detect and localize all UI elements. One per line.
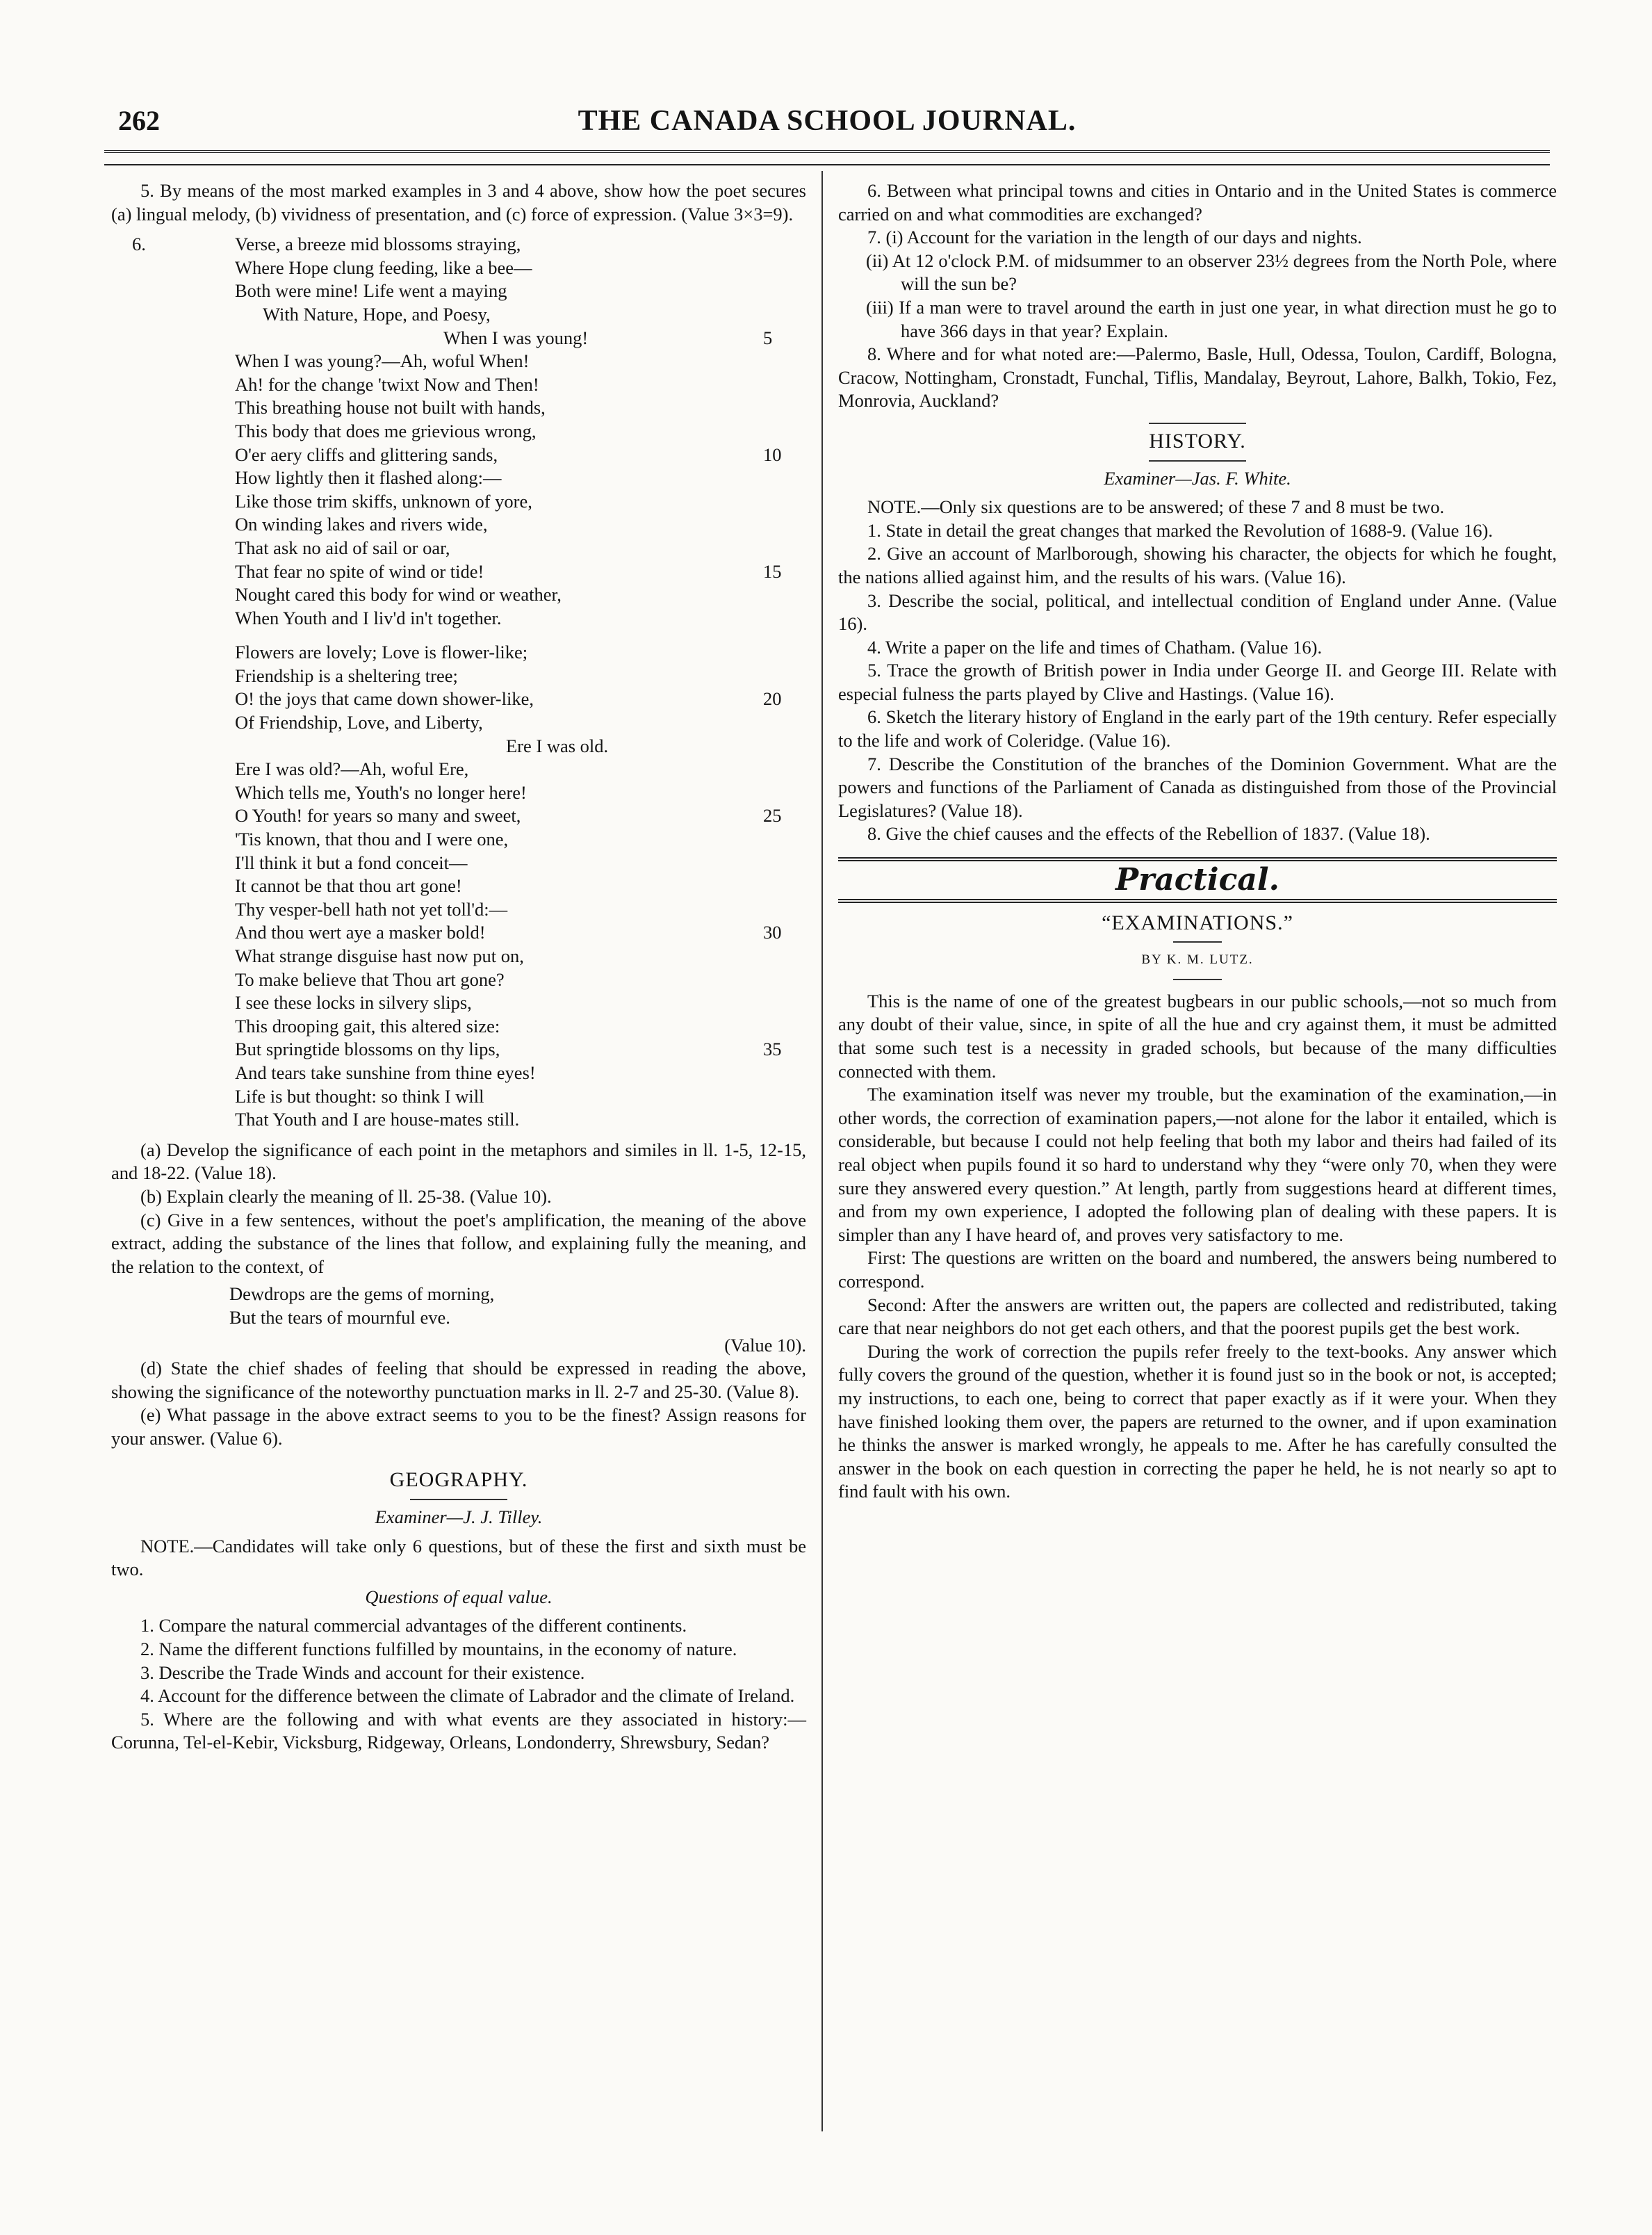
- poem-line-text: Life is but thought: so think I will: [235, 1085, 484, 1107]
- poem-line-text: Nought cared this body for wind or weather,: [235, 584, 562, 606]
- poem-line: [235, 641, 806, 665]
- question-d: (d) State the chief shades of feeling that should be expressed in reading the above, showing the significance of the noteworthy punctuation marks in ll. 2-7 and 25-30. (Value 8).: [111, 1358, 806, 1402]
- history-examiner: Examiner—Jas. F. White.: [1104, 467, 1291, 489]
- poem-line: [235, 444, 806, 467]
- question-c-value: (Value 10).: [724, 1334, 806, 1356]
- history-question: 1. State in detail the great changes that marked the Revolution of 1688-9. (Value 16).: [867, 519, 1494, 541]
- poem-line: [235, 490, 806, 514]
- header-rule-thin: [104, 164, 1550, 165]
- line-number: 30: [763, 922, 782, 943]
- poem-line-text: Like those trim skiffs, unknown of yore,: [235, 490, 532, 512]
- poem-line: [235, 396, 806, 420]
- article-paragraph: The examination itself was never my trouble, but the examination of the examination,—in other words, the correction of examination papers,—not alone for the labor it entailed, which is considerable, but because I could not help feeling that both my labor and theirs had failed of its real object when pupils found it so hard to understand why they “were only 70, when they were sure they answered every question.” At length, partly from suggestions heard at different times, and from my own experience, I adopted the following plan of dealing with these papers. It is simpler than any I have heard of, and proves very satisfactory to me.: [838, 1084, 1557, 1245]
- poem-line-text: This body that does me grievious wrong,: [235, 420, 537, 441]
- geography-questions: [111, 1614, 806, 1755]
- question-b: (b) Explain clearly the meaning of ll. 25-38. (Value 10).: [140, 1185, 552, 1207]
- poem-extract: [111, 233, 806, 1132]
- quoted-lines: [229, 1283, 806, 1329]
- page-header: [104, 104, 1550, 146]
- poem-line-text: That ask no aid of sail or oar,: [235, 537, 450, 558]
- history-question: 6. Sketch the literary history of England in the early part of the 19th century. Refer especially to the life and work of Coleridge. (Value 16).: [838, 706, 1557, 751]
- geography-question-6: 6. Between what principal towns and cities in Ontario and in the United States is commerce carried on and what commodities are exchanged?: [838, 180, 1557, 225]
- geography-question-7-iii: (iii) If a man were to travel around the earth in just one year, in what direction must he go to have 366 days in that year? Explain.: [866, 296, 1557, 341]
- article-paragraph: First: The questions are written on the board and numbered, the answers being numbered to correspond.: [838, 1247, 1557, 1292]
- poem-line: [235, 875, 806, 898]
- question-e: (e) What passage in the above extract seems to you to be the finest? Assign reasons for your answer. (Value 6).: [111, 1404, 806, 1449]
- geography-heading: GEOGRAPHY.: [389, 1468, 528, 1492]
- history-question: 3. Describe the social, political, and intellectual condition of England under Anne. (Value 16).: [838, 590, 1557, 635]
- poem-line-text: This breathing house not built with hands,: [235, 397, 546, 418]
- geography-question-7-ii: (ii) At 12 o'clock P.M. of midsummer to an observer 23½ degrees from the North Pole, where will the sun be?: [866, 250, 1557, 295]
- poem-line: [235, 1038, 806, 1062]
- poem-line: [235, 781, 806, 805]
- poem-line-text: It cannot be that thou art gone!: [235, 875, 462, 897]
- poem-line-text: Ere I was old.: [506, 735, 609, 756]
- poem-line: [235, 420, 806, 444]
- poem-line-text: I'll think it but a fond conceit—: [235, 852, 468, 873]
- poem-line-text: When I was young!: [443, 327, 589, 348]
- poem-line-text: How lightly then it flashed along:—: [235, 467, 502, 489]
- history-question: 7. Describe the Constitution of the branches of the Dominion Government. What are the powers and functions of the Parliament of Canada as distinguished from those of the Provincial Legislatures? (Value 18).: [838, 753, 1557, 821]
- page-number: 262: [118, 105, 160, 136]
- poem-line: [235, 711, 806, 735]
- poem-line: [235, 1108, 806, 1132]
- geography-examiner: Examiner—J. J. Tilley.: [375, 1506, 543, 1528]
- line-number: 35: [763, 1039, 782, 1060]
- line-number: 25: [763, 805, 782, 827]
- poem-line: [235, 583, 806, 607]
- poem-line: [235, 560, 806, 584]
- separator: [1173, 941, 1222, 943]
- left-column: [111, 179, 806, 1755]
- poem-line-text: Of Friendship, Love, and Liberty,: [235, 712, 483, 733]
- poem-line-text: O! the joys that came down shower-like,: [235, 688, 534, 710]
- question-5: 5. By means of the most marked examples in 3 and 4 above, show how the poet secures (a) lingual melody, (b) vividness of presentation, and (c) force of expression. (Value 3×3=9).: [111, 180, 806, 225]
- separator: [1149, 460, 1246, 462]
- poem-line-text: To make believe that Thou art gone?: [235, 968, 505, 990]
- geography-question-8: 8. Where and for what noted are:—Palermo, Basle, Hull, Odessa, Toulon, Cardiff, Bologna, Cracow, Nottingham, Cronstadt, Funchal, Tiflis, Mandalay, Beyrout, Lahore, Balkh, Tokio, Fez, Monrovia, Auckland?: [838, 343, 1557, 412]
- poem-line-text: Verse, a breeze mid blossoms straying,: [235, 234, 521, 255]
- poem-line-text: When I was young?—Ah, woful When!: [235, 350, 530, 372]
- poem-line-text: Both were mine! Life went a maying: [235, 280, 507, 302]
- geography-question: 5. Where are the following and with what events are they associated in history:—Corunna, Tel-el-Kebir, Vicksburg, Ridgeway, Orleans, Londonderry, Shrewsbury, Sedan?: [111, 1708, 806, 1753]
- article-paragraph: Second: After the answers are written out, the papers are collected and redistributed, taking care that near neighbors do not get each others, and that the poorest pupils get the best work.: [838, 1294, 1557, 1339]
- poem-line: [235, 1085, 806, 1109]
- line-number: 20: [763, 688, 782, 710]
- geography-note: NOTE.—Candidates will take only 6 questions, but of these the first and sixth must be two.: [111, 1535, 806, 1580]
- poem-line: [235, 665, 806, 688]
- poem-line: [235, 758, 806, 781]
- quote-line: Dewdrops are the gems of morning,: [229, 1283, 495, 1305]
- separator: [410, 1499, 507, 1500]
- line-number: 5: [763, 327, 773, 348]
- poem-line: [235, 852, 806, 875]
- geography-question: 3. Describe the Trade Winds and account for their existence.: [140, 1661, 585, 1683]
- poem-line-text: On winding lakes and rivers wide,: [235, 514, 488, 535]
- poem-line: [235, 279, 806, 303]
- article-title: “EXAMINATIONS.”: [1102, 911, 1293, 934]
- poem-line: [235, 1062, 806, 1085]
- poem-line-text: This drooping gait, this altered size:: [235, 1015, 500, 1037]
- poem-stanza: [235, 641, 806, 1131]
- poem-line: [235, 257, 806, 280]
- poem-line: [235, 303, 806, 327]
- history-question: 2. Give an account of Marlborough, showing his character, the objects for which he fought, the nations allied against him, and the results of his wars. (Value 16).: [838, 543, 1557, 587]
- section-rule: [838, 857, 1557, 861]
- history-heading: HISTORY.: [1149, 429, 1246, 453]
- geography-question: 4. Account for the difference between the climate of Labrador and the climate of Ireland.: [140, 1685, 795, 1707]
- poem-line: [235, 804, 806, 828]
- poem-stanza: [235, 233, 806, 630]
- question-6-label: 6.: [132, 234, 146, 255]
- poem-line-text: That fear no spite of wind or tide!: [235, 560, 484, 582]
- poem-line-text: And thou wert aye a masker bold!: [235, 922, 486, 943]
- poem-line-text: But springtide blossoms on thy lips,: [235, 1039, 500, 1060]
- right-column: [838, 179, 1557, 1504]
- poem-line: [235, 828, 806, 852]
- poem-line-text: O'er aery cliffs and glittering sands,: [235, 444, 498, 465]
- column-divider: [821, 171, 823, 2131]
- poem-line-text: I see these locks in silvery slips,: [235, 992, 472, 1014]
- line-number: 10: [763, 444, 782, 465]
- poem-line-text: Ere I was old?—Ah, woful Ere,: [235, 758, 469, 780]
- practical-heading: Practical.: [1115, 862, 1279, 898]
- history-questions: [838, 519, 1557, 846]
- question-c: (c) Give in a few sentences, without the poet's amplification, the meaning of the above extract, adding the substance of the lines that follow, and explaining fully the meaning, and the relation to the context, of: [111, 1209, 806, 1277]
- quote-line: But the tears of mournful eve.: [229, 1306, 450, 1328]
- poem-line: [235, 513, 806, 537]
- poem-line-text: Which tells me, Youth's no longer here!: [235, 781, 527, 803]
- poem-line: [235, 466, 806, 490]
- history-question: 4. Write a paper on the life and times of Chatham. (Value 16).: [867, 636, 1323, 658]
- poem-line: [235, 688, 806, 711]
- poem-line-text: Where Hope clung feeding, like a bee—: [235, 257, 532, 278]
- poem-line: [235, 735, 806, 758]
- poem-line-text: Ah! for the change 'twixt Now and Then!: [235, 373, 539, 395]
- history-question: 8. Give the chief causes and the effects of the Rebellion of 1837. (Value 18).: [867, 823, 1430, 845]
- geography-question: 1. Compare the natural commercial advantages of the different continents.: [140, 1615, 687, 1636]
- poem-line: [235, 968, 806, 992]
- article-body: [838, 990, 1557, 1504]
- header-rule: [104, 150, 1550, 153]
- geography-question-7: 7. (i) Account for the variation in the length of our days and nights.: [867, 227, 1362, 248]
- poem-line: [235, 898, 806, 922]
- poem-line: [235, 607, 806, 631]
- separator: [1149, 423, 1246, 424]
- poem-line: [235, 921, 806, 945]
- poem-line-text: What strange disguise hast now put on,: [235, 945, 524, 966]
- poem-line: [235, 537, 806, 560]
- geography-question: 2. Name the different functions fulfilled by mountains, in the economy of nature.: [140, 1639, 737, 1660]
- poem-line: [235, 991, 806, 1015]
- poem-line-text: O Youth! for years so many and sweet,: [235, 805, 521, 827]
- line-number: 15: [763, 560, 782, 582]
- poem-line-text: And tears take sunshine from thine eyes!: [235, 1062, 536, 1083]
- poem-line: [235, 350, 806, 373]
- article-paragraph: During the work of correction the pupils refer freely to the text-books. Any answer which fully covers the ground of the question, whether it is found just so in the book or not, is accepted; my instructions, to each one, being to correct that paper exactly as if it were your. When they have finished looking them over, the papers are returned to the owner, and if upon examination he thinks the answer is marked wrongly, he appeals to me. After he has carefully consulted the answer in the book on each question in correcting the paper he held, he is not nearly so apt to find fault with his own.: [838, 1340, 1557, 1502]
- poem-line-text: That Youth and I are house-mates still.: [235, 1109, 520, 1130]
- poem-line-text: 'Tis known, that thou and I were one,: [235, 829, 509, 850]
- poem-line-text: Flowers are lovely; Love is flower-like;: [235, 642, 528, 663]
- poem-line: [235, 233, 806, 257]
- journal-title: THE CANADA SCHOOL JOURNAL.: [578, 105, 1077, 137]
- separator: [1173, 979, 1222, 980]
- poem-line: [235, 373, 806, 397]
- article-byline: BY K. M. LUTZ.: [1141, 952, 1254, 968]
- geography-subheading: Questions of equal value.: [365, 1586, 553, 1607]
- question-a: (a) Develop the significance of each point in the metaphors and similes in ll. 1-5, 12-15, and 18-22. (Value 18).: [111, 1139, 806, 1184]
- history-question: 5. Trace the growth of British power in India under George II. and George III. Relate with especial fulness the parts played by Clive and Hastings. (Value 16).: [838, 660, 1557, 704]
- poem-line: [235, 327, 806, 350]
- poem-line-text: Thy vesper-bell hath not yet toll'd:—: [235, 898, 508, 920]
- poem-line-text: With Nature, Hope, and Poesy,: [263, 303, 491, 325]
- poem-line-text: Friendship is a sheltering tree;: [235, 665, 458, 686]
- poem-line: [235, 1015, 806, 1039]
- poem-line-text: When Youth and I liv'd in't together.: [235, 607, 502, 628]
- history-note: NOTE.—Only six questions are to be answered; of these 7 and 8 must be two.: [867, 496, 1445, 518]
- poem-line: [235, 945, 806, 968]
- article-paragraph: This is the name of one of the greatest bugbears in our public schools,—not so much from any doubt of their value, since, in spite of all the hue and cry against them, it must be admitted that some such test is a necessity in graded schools, but because of the many difficulties connected with them.: [838, 990, 1557, 1082]
- section-rule: [838, 899, 1557, 903]
